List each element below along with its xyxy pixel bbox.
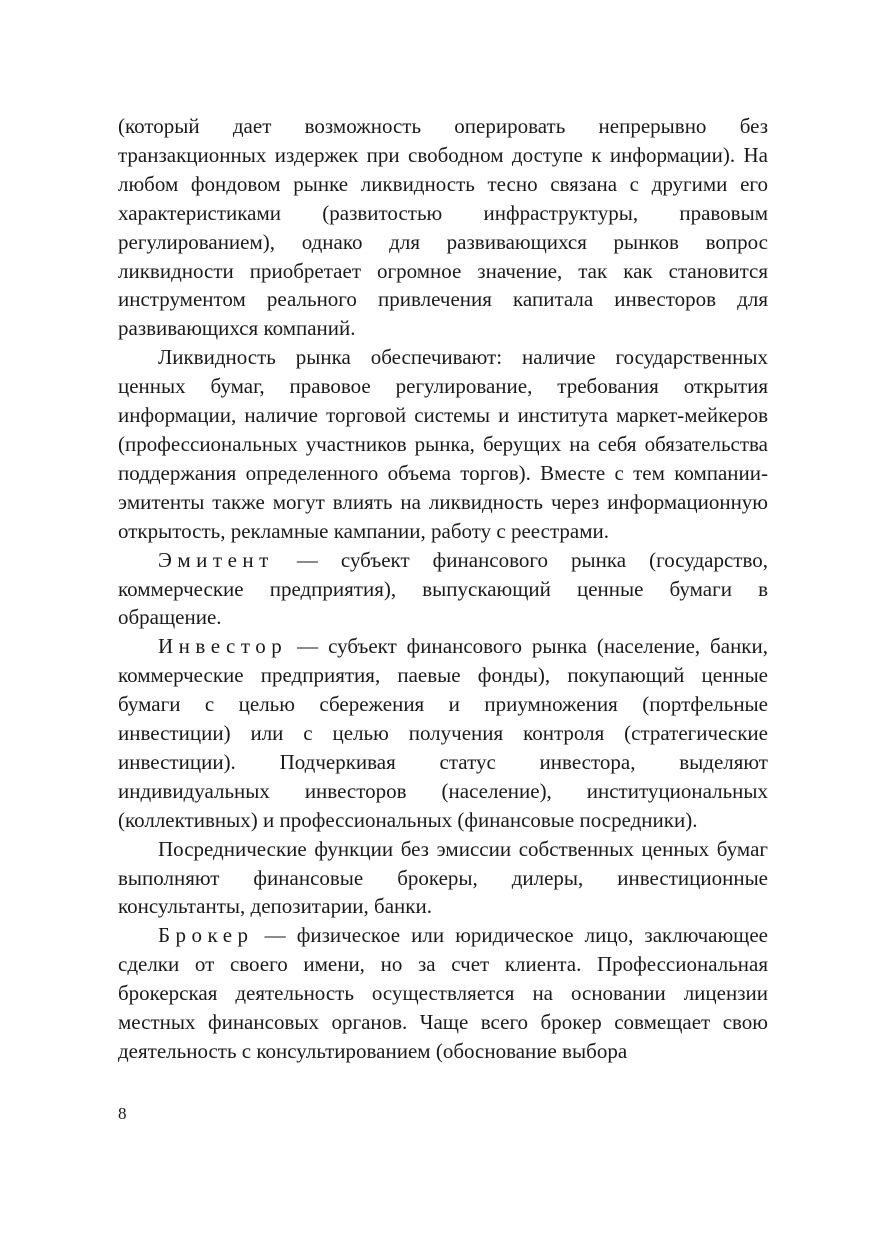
term-investor: Инвестор	[158, 634, 288, 659]
paragraph-1: (который дает возможность оперировать непрерывно без транзакционных издержек при свободном доступе к информации). На любом фондовом рынке ликвидность тесно связана с другими его характеристиками (развитостью инфраструктуры, правовым регулированием), однако для развивающихся рынков вопрос ликвидности приобретает огромное значение, так как становится инструментом реального привлечения капитала инвесторов для развивающихся компаний.	[118, 114, 768, 341]
paragraph-6	[118, 921, 768, 1066]
paragraph-2: Ликвидность рынка обеспечивают: наличие государственных ценных бумаг, правовое регулирование, требования открытия информации, наличие торговой системы и института маркет-мейкеров (профессиональных участников рынка, берущих на себя обязательства поддержания определенного объема торгов). Вместе с тем компании-эмитенты также могут влиять на ликвидность через информационную открытость, рекламные кампании, работу с реестрами.	[118, 345, 768, 543]
definition-emitent: — субъект финансового рынка (государство, коммерческие предприятия), выпускающий ценные бумаги в обращение.	[118, 547, 768, 630]
definition-investor: — субъект финансового рынка (население, банки, коммерческие предприятия, паевые фонды), покупающий ценные бумаги с целью сбережения и приумножения (портфельные инвестиции) или с целью получения контроля (стратегические инвестиции). Подчеркивая статус инвестора, выделяют индивидуальных инвесторов (население), институциональных (коллективных) и профессиональных (финансовые посредники).	[118, 634, 768, 832]
paragraph-3	[118, 546, 768, 633]
definition-broker: — физическое или юридическое лицо, заключающее сделки от своего имени, но за счет клиента. Профессиональная брокерская деятельность осуществляется на основании лицензии местных финансовых органов. Чаще всего брокер совмещает свою деятельность с консультированием (обоснование выбора	[118, 923, 768, 1063]
term-emitent: Эмитент	[158, 547, 274, 572]
body-text	[118, 112, 768, 1066]
paragraph-5: Посреднические функции без эмиссии собственных ценных бумаг выполняют финансовые брокеры, дилеры, инвестиционные консультанты, депозитарии, банки.	[118, 836, 768, 919]
page-number: 8	[118, 1104, 127, 1123]
term-broker: Брокер	[158, 923, 254, 948]
paragraph-4	[118, 632, 768, 834]
